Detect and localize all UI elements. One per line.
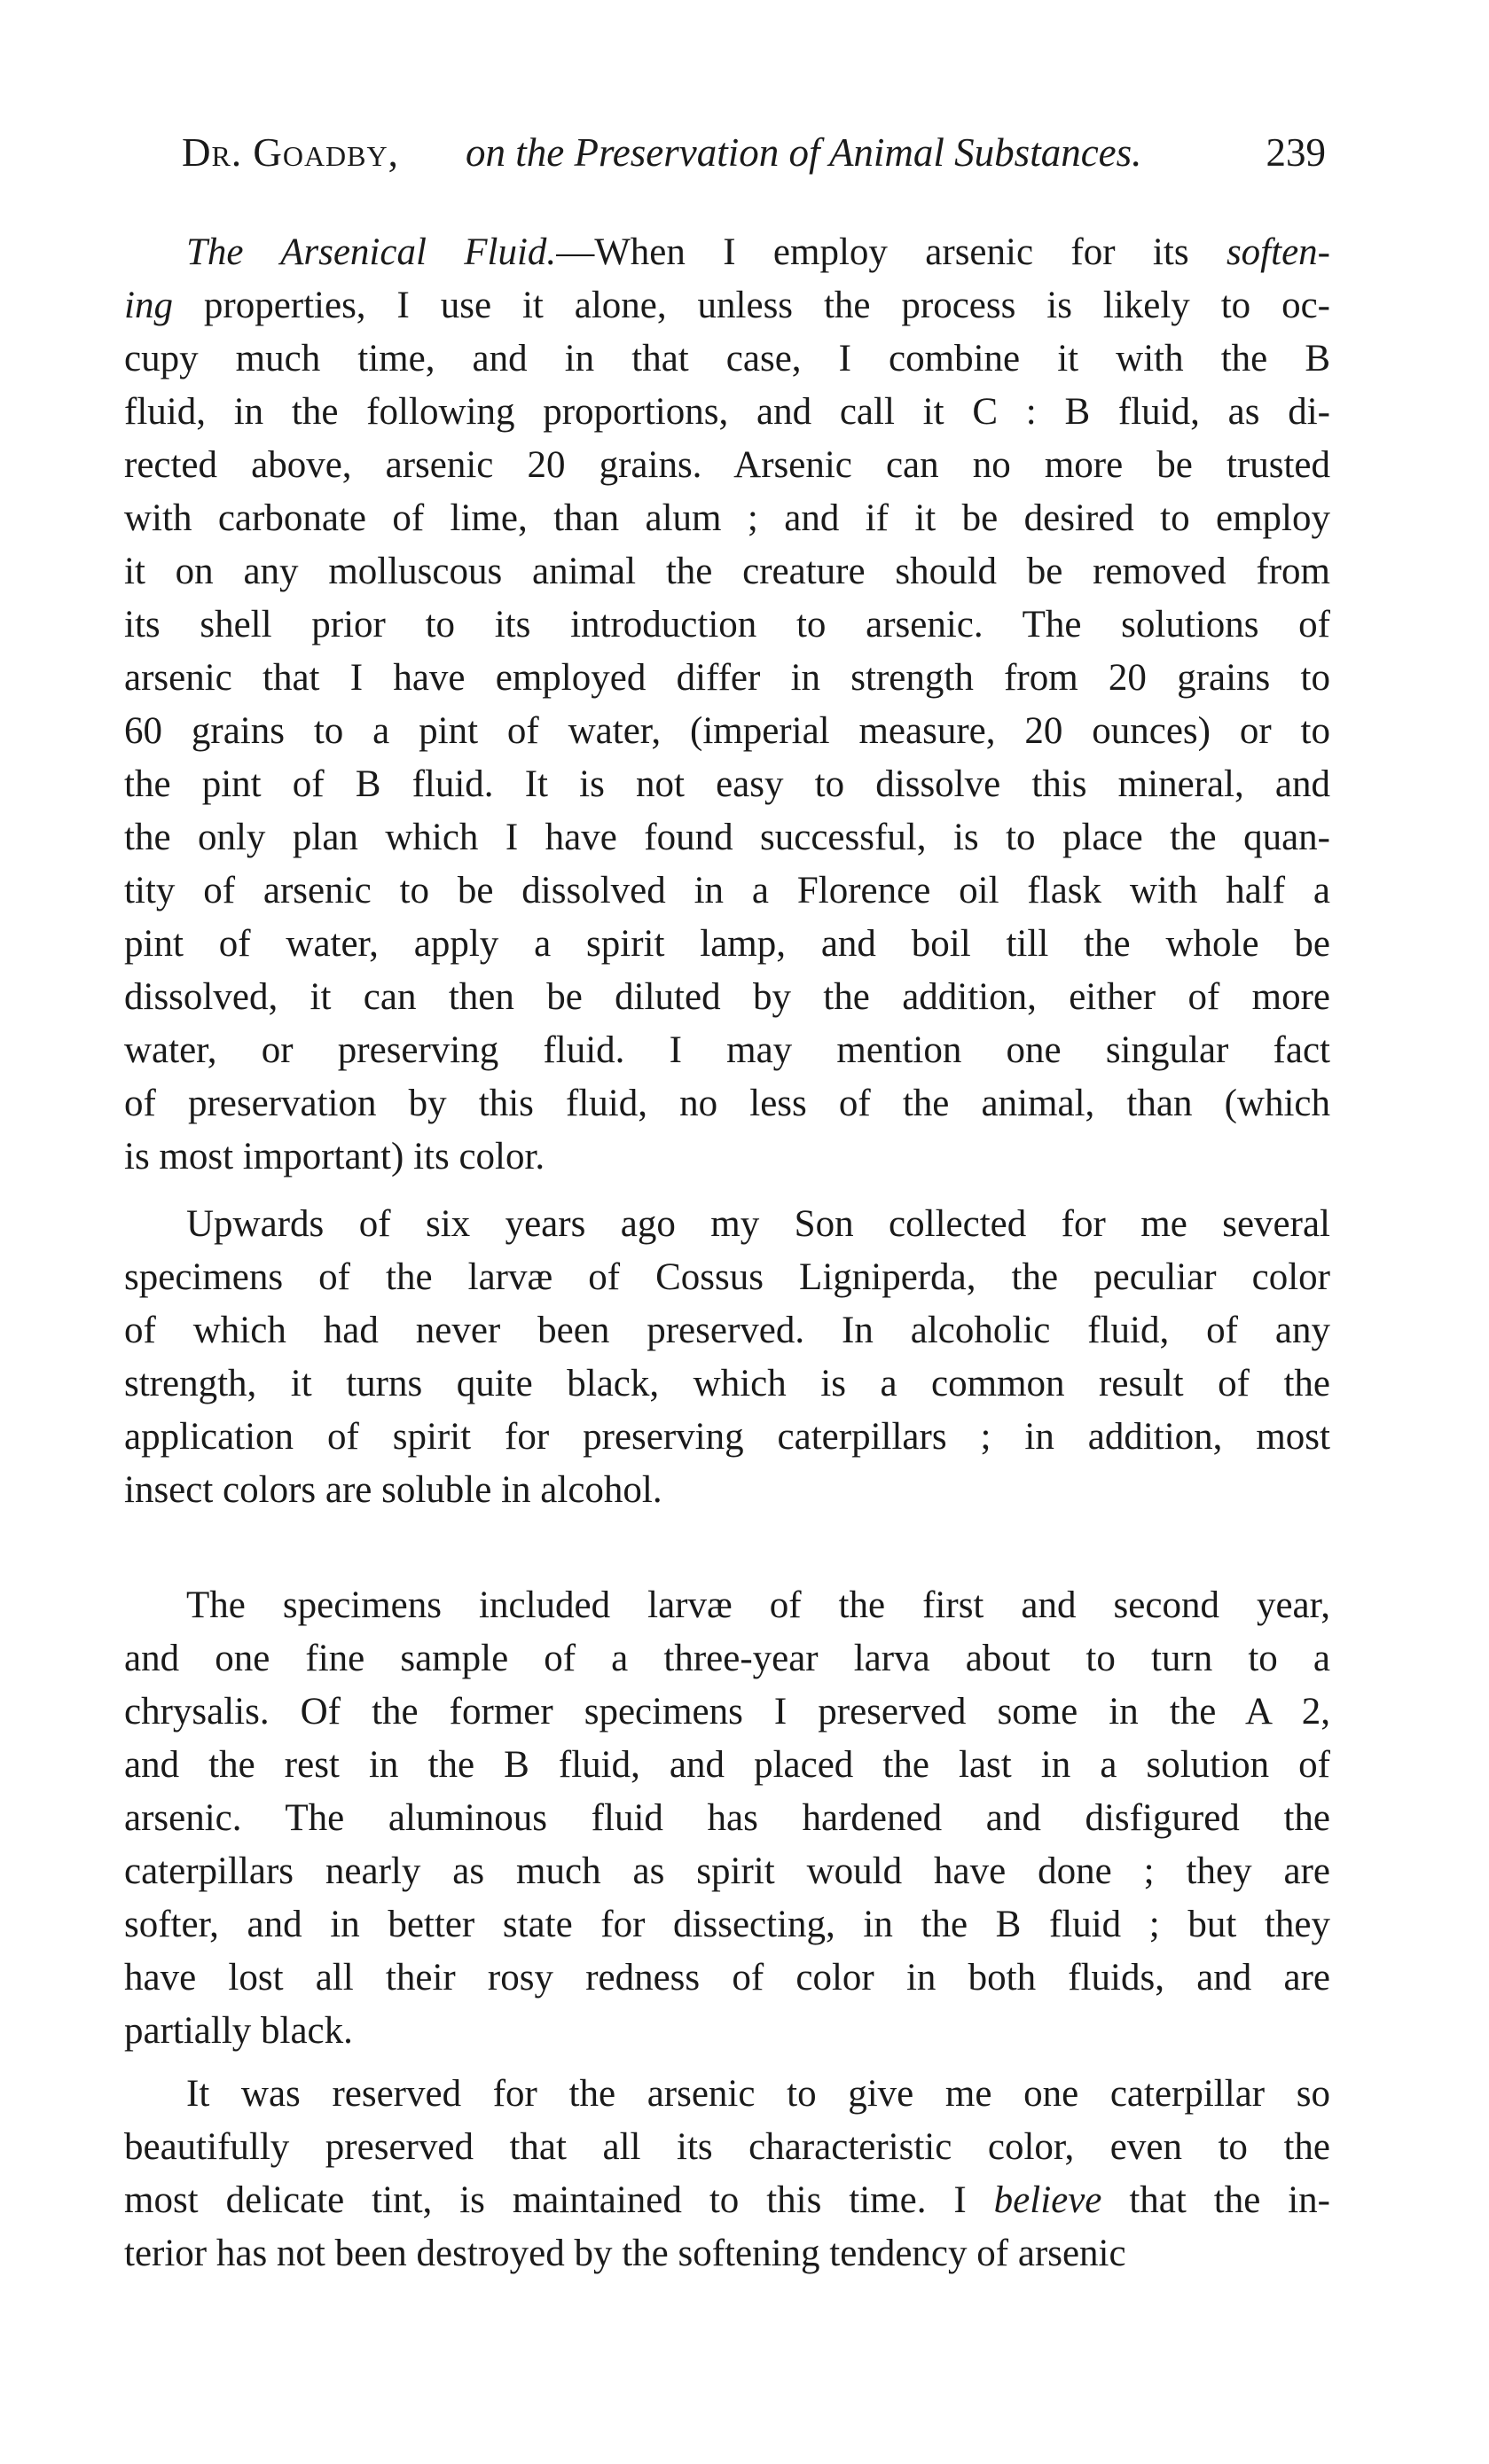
- text-line: [124, 1357, 1330, 1411]
- text-line: [124, 1024, 1330, 1077]
- text-segment: cupy much time, and in that case, I combine it with the B: [124, 338, 1330, 379]
- text-line: [124, 332, 1330, 386]
- text-segment: insect colors are soluble in alcohol.: [124, 1469, 662, 1511]
- text-segment: application of spirit for preserving caterpillars ; in addition, most: [124, 1416, 1330, 1458]
- text-segment: rected above, arsenic 20 grains. Arsenic can no more be trusted: [124, 444, 1330, 486]
- running-head-author: Dr. Goadby,: [182, 130, 399, 175]
- text-segment: of which had never been preserved. In alcoholic fluid, of any: [124, 1310, 1330, 1351]
- text-line: [124, 1464, 1330, 1517]
- italic-text: soften-: [1226, 231, 1330, 273]
- text-line: [124, 2174, 1330, 2227]
- text-segment: Upwards of six years ago my Son collected for me several: [186, 1203, 1330, 1245]
- text-line: [124, 1632, 1330, 1686]
- text-line: [124, 1411, 1330, 1464]
- text-segment: pint of water, apply a spirit lamp, and boil till the whole be: [124, 923, 1330, 965]
- text-segment: the pint of B fluid. It is not easy to dissolve this mineral, and: [124, 763, 1330, 805]
- text-segment: and the rest in the B fluid, and placed the last in a solution of: [124, 1744, 1330, 1786]
- text-line: [124, 1898, 1330, 1952]
- text-line: [124, 1952, 1330, 2005]
- text-segment: with carbonate of lime, than alum ; and if it be desired to employ: [124, 497, 1330, 539]
- text-line: [124, 1739, 1330, 1792]
- text-segment: its shell prior to its introduction to arsenic. The solutions of: [124, 604, 1330, 645]
- text-segment: arsenic. The aluminous fluid has hardened and disfigured the: [124, 1797, 1330, 1839]
- text-line: [124, 1130, 1330, 1184]
- text-segment: partially black.: [124, 2010, 353, 2052]
- text-segment: caterpillars nearly as much as spirit would have done ; they are: [124, 1850, 1330, 1892]
- text-line: [124, 2227, 1330, 2280]
- text-line: [124, 2005, 1330, 2058]
- italic-text: believe: [993, 2179, 1102, 2221]
- text-segment: of preservation by this fluid, no less of the animal, than (which: [124, 1083, 1330, 1124]
- text-line: [124, 811, 1330, 864]
- text-line: [124, 492, 1330, 545]
- paragraph-arsenical-fluid: [124, 226, 1330, 1184]
- italic-text: ing: [124, 285, 173, 326]
- paragraph-specimens: [124, 1579, 1330, 2058]
- text-line: [124, 1251, 1330, 1304]
- text-segment: that the in-: [1101, 2179, 1330, 2221]
- paragraph-arsenic-caterpillar: [124, 2068, 1330, 2280]
- text-segment: chrysalis. Of the former specimens I preserved some in the A 2,: [124, 1691, 1330, 1733]
- text-line: [124, 545, 1330, 598]
- text-line: [124, 1792, 1330, 1845]
- text-line: [124, 1579, 1330, 1632]
- text-line: [124, 864, 1330, 918]
- text-segment: softer, and in better state for dissecting, in the B fluid ; but they: [124, 1904, 1330, 1945]
- text-segment: is most important) its color.: [124, 1136, 545, 1177]
- text-line: [124, 1077, 1330, 1130]
- text-segment: —When I employ arsenic for its: [556, 231, 1226, 273]
- page-number: 239: [1266, 130, 1326, 175]
- text-segment: water, or preserving fluid. I may mention one singular fact: [124, 1029, 1330, 1071]
- text-line: [124, 226, 1330, 279]
- text-segment: and one fine sample of a three-year larva about to turn to a: [124, 1638, 1330, 1679]
- text-segment: properties, I use it alone, unless the process is likely to oc-: [172, 285, 1330, 326]
- text-segment: strength, it turns quite black, which is a common result of the: [124, 1363, 1330, 1404]
- text-line: [124, 279, 1330, 332]
- text-segment: It was reserved for the arsenic to give me one caterpillar so: [186, 2073, 1330, 2115]
- text-segment: beautifully preserved that all its characteristic color, even to the: [124, 2126, 1330, 2168]
- paragraph-cossus-larvae: [124, 1198, 1330, 1517]
- text-line: [124, 439, 1330, 492]
- text-line: [124, 1686, 1330, 1739]
- text-segment: arsenic that I have employed differ in strength from 20 grains to: [124, 657, 1330, 699]
- text-segment: the only plan which I have found successful, is to place the quan-: [124, 817, 1330, 858]
- text-line: [124, 1304, 1330, 1357]
- text-line: [124, 758, 1330, 811]
- text-line: [124, 1198, 1330, 1251]
- text-segment: dissolved, it can then be diluted by the addition, either of more: [124, 976, 1330, 1018]
- text-segment: most delicate tint, is maintained to this time. I: [124, 2179, 994, 2221]
- text-segment: fluid, in the following proportions, and call it C : B fluid, as di-: [124, 391, 1330, 433]
- italic-text: The Arsenical Fluid.: [186, 231, 557, 273]
- text-line: [124, 1845, 1330, 1898]
- running-head: [182, 126, 1326, 179]
- text-segment: have lost all their rosy redness of color in both fluids, and are: [124, 1957, 1330, 1999]
- running-head-title: on the Preservation of Animal Substances.: [466, 130, 1142, 175]
- text-line: [124, 598, 1330, 652]
- text-line: [124, 2068, 1330, 2121]
- text-segment: terior has not been destroyed by the softening tendency of arsenic: [124, 2233, 1126, 2274]
- text-segment: it on any molluscous animal the creature should be removed from: [124, 551, 1330, 592]
- text-line: [124, 705, 1330, 758]
- text-line: [124, 971, 1330, 1024]
- text-line: [124, 2121, 1330, 2174]
- text-segment: tity of arsenic to be dissolved in a Florence oil flask with half a: [124, 870, 1330, 911]
- text-segment: The specimens included larvæ of the first and second year,: [186, 1584, 1330, 1626]
- text-segment: specimens of the larvæ of Cossus Ligniperda, the peculiar color: [124, 1256, 1330, 1298]
- text-line: [124, 918, 1330, 971]
- text-line: [124, 652, 1330, 705]
- text-line: [124, 386, 1330, 439]
- text-segment: 60 grains to a pint of water, (imperial measure, 20 ounces) or to: [124, 710, 1330, 752]
